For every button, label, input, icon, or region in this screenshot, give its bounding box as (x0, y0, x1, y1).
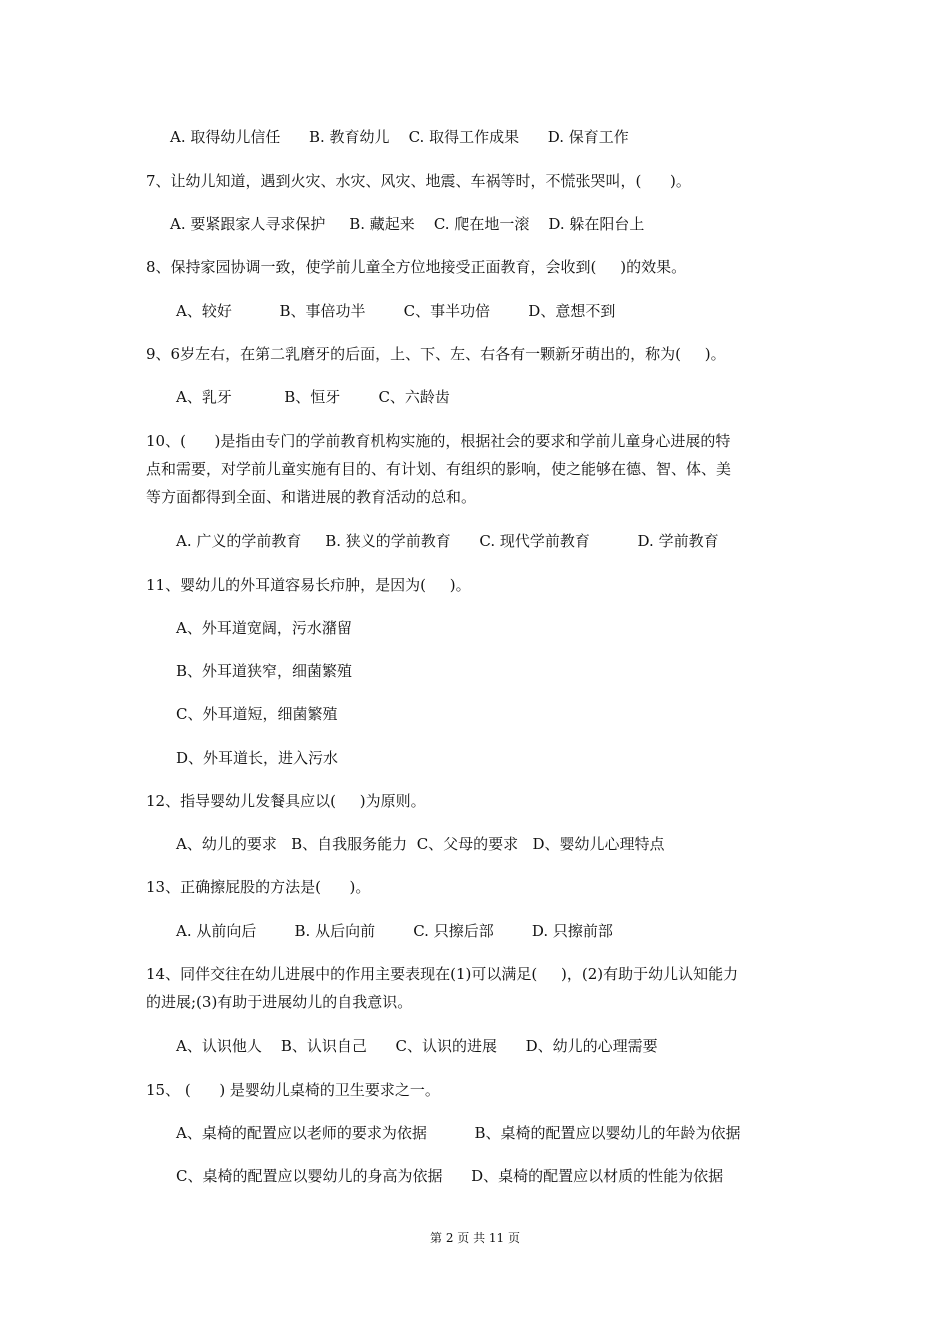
q10-stem-line-3: 等方面都得到全面、和谐进展的教育活动的总和。 (146, 488, 477, 506)
q15-stem: 15、 ( ) 是婴幼儿桌椅的卫生要求之一。 (146, 1081, 440, 1099)
q15-options-row-2: C、桌椅的配置应以婴幼儿的身高为依据 D、桌椅的配置应以材质的性能为依据 (176, 1167, 724, 1185)
q10-options: A. 广义的学前教育 B. 狭义的学前教育 C. 现代学前教育 D. 学前教育 (176, 532, 719, 550)
q8-stem: 8、保持家园协调一致，使学前儿童全方位地接受正面教育，会收到( )的效果。 (146, 258, 687, 276)
q13-options: A. 从前向后 B. 从后向前 C. 只擦后部 D. 只擦前部 (176, 922, 613, 940)
q8-options: A、较好 B、事倍功半 C、事半功倍 D、意想不到 (176, 302, 616, 320)
q14-stem-line-1: 14、同伴交往在幼儿进展中的作用主要表现在(1)可以满足( )，(2)有助于幼儿认知能力 (146, 965, 739, 983)
q13-stem: 13、正确擦屁股的方法是( )。 (146, 878, 371, 896)
q11-option-a: A、外耳道宽阔，污水潴留 (176, 619, 352, 637)
q10-stem-line-2: 点和需要，对学前儿童实施有目的、有计划、有组织的影响，使之能够在德、智、体、美 (146, 460, 732, 478)
q10-stem-line-1: 10、( )是指由专门的学前教育机构实施的，根据社会的要求和学前儿童身心进展的特 (146, 432, 731, 450)
q12-options: A、幼儿的要求 B、自我服务能力 C、父母的要求 D、婴幼儿心理特点 (176, 835, 665, 853)
q11-option-b: B、外耳道狭窄，细菌繁殖 (176, 662, 353, 680)
q9-stem: 9、6岁左右，在第二乳磨牙的后面，上、下、左、右各有一颗新牙萌出的，称为( )。 (146, 345, 726, 363)
q6-options: A. 取得幼儿信任 B. 教育幼儿 C. 取得工作成果 D. 保育工作 (170, 128, 629, 146)
q14-options: A、认识他人 B、认识自己 C、认识的进展 D、幼儿的心理需要 (176, 1037, 658, 1055)
q7-options: A. 要紧跟家人寻求保护 B. 藏起来 C. 爬在地一滚 D. 躲在阳台上 (170, 215, 645, 233)
q12-stem: 12、指导婴幼儿发餐具应以( )为原则。 (146, 792, 426, 810)
q9-options: A、乳牙 B、恒牙 C、六龄齿 (176, 388, 450, 406)
q7-stem: 7、让幼儿知道，遇到火灾、水灾、风灾、地震、车祸等时，不慌张哭叫，( )。 (146, 172, 691, 190)
q15-options-row-1: A、桌椅的配置应以老师的要求为依据 B、桌椅的配置应以婴幼儿的年龄为依据 (176, 1124, 741, 1142)
page-footer: 第 2 页 共 11 页 (430, 1231, 520, 1245)
q14-stem-line-2: 的进展;(3)有助于进展幼儿的自我意识。 (146, 993, 413, 1011)
q11-option-c: C、外耳道短，细菌繁殖 (176, 705, 338, 723)
q11-stem: 11、婴幼儿的外耳道容易长疖肿，是因为( )。 (146, 576, 471, 594)
q11-option-d: D、外耳道长，进入污水 (176, 749, 339, 767)
